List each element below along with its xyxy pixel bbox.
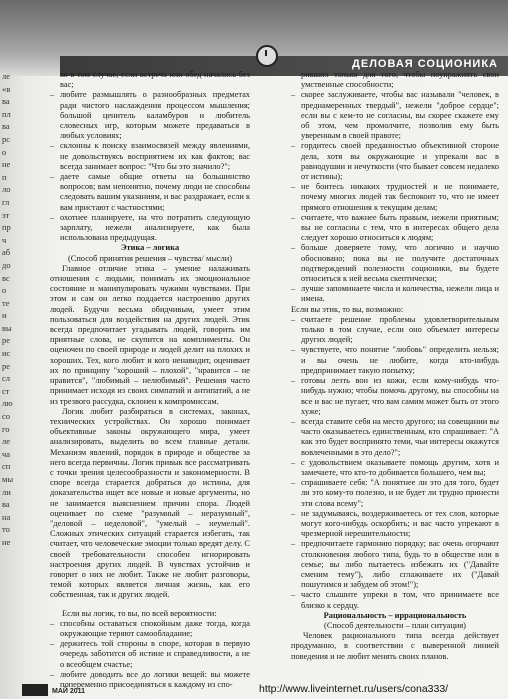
strip-line: ло [2, 184, 11, 195]
strip-line: не [2, 536, 11, 547]
strip-line: о [2, 146, 7, 157]
watermark-url[interactable]: http://www.liveinternet.ru/users/cona333/ [259, 683, 449, 695]
ethic-paragraph: Главное отличие этика – умение налаживать отношения с людьми, понимать их эмоциональное состояние и манипулировать чужими чувствами. При этом и сам он легко поддается настроению других людей. Будучи весьма обидчивым, умеет этим пользоваться для воздействия на других людей. Этик всегда предпочитает угадывать людей, говорить им приятные слова, не скупится на комплименты. Он оценочен по своей природе и людей делит на плохих и хороших. Тех, кого любит и кого ненавидит, оценивает их по принципу "хороший – плохой", "нравится – не нравится", "любимый – нелюбимый". Решения часто принимает исходя из своих симпатий и антипатий, а не из трезвого рассудка, склонен к компромиссам. [50, 263, 250, 406]
strip-line: со [2, 411, 11, 422]
rationality-paragraph: Человек рационального типа всегда действует продуманно, в соответствии с выверенной линией поведения и не любит менять своих планов. [291, 631, 499, 661]
ethics-logic-subheading: (Способ принятия решения – чувства/ мысли) [67, 253, 233, 263]
strip-line: ва [2, 499, 10, 510]
strip-line: лю [2, 398, 13, 409]
list-item: – даете самые общие ответы на большинство вопросов; вам непонятно, почему люди не способны следовать вашим указаниям, и вас раздражает, если к вам пристают с частностями; [50, 172, 250, 213]
left-column [50, 70, 250, 690]
strip-line: ча [2, 448, 11, 459]
strip-line: ле [2, 436, 11, 447]
ethics-logic-heading: Этика – логика [120, 243, 180, 253]
strip-line: сп [2, 461, 11, 472]
strip-line: п [2, 171, 7, 182]
right-column [291, 70, 499, 662]
strip-line: о [2, 285, 7, 296]
strip-line: и [2, 310, 7, 321]
list-item: – больше доверяете тому, что логично и научно обосновано; пока вы не получите достаточных подтверждений полезности соционики, вы будете относиться к ней весьма скептически; [291, 243, 499, 284]
magazine-logo [22, 684, 48, 696]
list-item: – считаете, что важнее быть правым, нежели приятным; вы не согласны с тем, что в интересах общего дела следует хорошо относиться к людям; [291, 213, 499, 244]
strip-line: пл [2, 108, 11, 119]
strip-line: не [2, 159, 11, 170]
strip-line: «в [2, 83, 11, 94]
list-item: – лучше запоминаете числа и количества, нежели лица и имена. [291, 284, 499, 304]
strip-line: ре [2, 335, 11, 346]
list-item: – скорее заслуживаете, чтобы вас называли "человек, в преднамеренных твердый", нежели "доброе сердце"; если вы с кем-то не согласны, вы скорее скажете ему об этом, чем промолчите, позволив ему быть уверенным в своей правоте; [291, 90, 499, 141]
clock-icon [256, 45, 278, 67]
adjacent-page-strip [0, 70, 28, 699]
issue-label: МАЙ 2011 [52, 688, 86, 695]
strip-line: те [2, 297, 10, 308]
list-item: – склонны к поиску взаимосвязей между явлениями, не довольствуясь восприятием их как фактов; вас всегда занимает вопрос: "Что бы это значило?"; [50, 141, 250, 172]
strip-line: ва [2, 96, 10, 107]
section-title: ДЕЛОВАЯ СОЦИОНИКА [352, 58, 498, 70]
list-item: – считаете решение проблемы удовлетворительным только в том случае, если оно объемлет интересы других людей; [291, 315, 499, 346]
ethic-intro: Если вы этик, то вы, возможно: [291, 304, 404, 314]
intro-list [50, 70, 250, 243]
strip-line: вс [2, 272, 10, 283]
strip-line: на [2, 511, 11, 522]
list-item: – охотнее планируете, на что потратить следующую зарплату, нежели анализируете, как была использована предыдущая. [50, 213, 250, 244]
list-item: – любите размышлять о разнообразных предметах ради чистого наслаждения процессом мышления; большой ценитель каламбуров и любитель словесных игр, которым можете предаваться в любых условиях; [50, 90, 250, 141]
list-item: – не задумываясь, воздерживаетесь от тех слов, которые могут кого-нибудь оскорбить; и вас часто упрекают в чрезмерной нерешительности; [291, 509, 499, 540]
list-item: – часто слышите упреки в том, что принимаете все близко к сердцу. [291, 590, 499, 610]
strip-line: ле [2, 71, 11, 81]
list-item: – с удовольствием оказываете помощь другим, хотя и замечаете, что кто-то добивается большего, чем вы; [291, 458, 499, 478]
logic-intro: Если вы логик, то вы, по всей вероятности: [62, 608, 217, 618]
list-item: ко в том случае, если встреча или обед начались без вас; [60, 70, 250, 90]
logic-traits-list [291, 70, 499, 305]
strip-line: сл [2, 373, 11, 384]
logic-paragraph: Логик любит разбираться в системах, законах, технических устройствах. Он хорошо понимает объективные законы окружающего мира, умеет анализировать, выделить во всем главные детали. Механизм явлений, порядок в природе и обществе за него всегда первичны. Логик привык все рассматривать с точки зрения целесообразности и закономерности. В споре всегда старается добраться до истины, для доказательства ищет все новые и новые аргументы, но не занимается выяснением причин спора. Людей оценивает по схеме "разумный – неразумный", "деловой – неделовой", "умелый – неумелый". Сложных этических ситуаций старается избегать, так считает, что человеческие эмоции только вредят делу. С своей требовательности способен игнорировать настроения других людей. В чувствах устойчив и говорит о них не любит. Также не любит разговоры, темой которых является личная жизнь, как его собственная, так и других людей. [50, 406, 250, 600]
strip-line: до [2, 259, 11, 270]
strip-line: то [2, 524, 10, 535]
strip-line: ст [2, 385, 10, 396]
strip-line: ис [2, 348, 11, 359]
strip-line: эт [2, 209, 10, 220]
strip-line: вы [2, 322, 12, 333]
logic-list [50, 619, 250, 690]
list-item: ривших только для того, чтобы поупражнять свои умственные способности; [301, 70, 499, 90]
list-item: – готовы лезть вон из кожи, если кому-нибудь что-нибудь нужно; чтобы помочь другому, вы способны на все и вас не пугает, что вам самим может быть от этого хуже; [291, 376, 499, 417]
strip-line: ли [2, 486, 11, 497]
strip-line: рс [2, 133, 11, 144]
list-item: – чувствуете, что понятие "любовь" определить нельзя; и вы очень не любите, когда кто-нибудь предпринимает такую попытку; [291, 345, 499, 376]
list-item: – любите доводить все до логики вещей: вы можете попеременно присоединяться к каждому из спо- [50, 670, 250, 690]
rationality-subheading: (Способ деятельности – план ситуация) [324, 620, 466, 630]
strip-line: ре [2, 360, 11, 371]
strip-line: го [2, 423, 10, 434]
list-item: – спрашиваете себя: "А понятнее ли это для того, будет ли это кому-то полезно, и не будет ли трудно принести эти слова всему"; [291, 478, 499, 509]
ethic-traits-list [291, 315, 499, 611]
strip-line: мы [2, 474, 14, 484]
strip-line: ва [2, 121, 10, 132]
strip-line: пр [2, 222, 11, 233]
list-item: – держитесь той стороны в споре, которая в первую очередь заботится об истине и справедливости, а не о всеобщем счастье; [50, 639, 250, 670]
list-item: – всегда ставите себя на место другого; на совещании вы часто оказываетесь единственным, кто спрашивает: "А как это будет воспринято теми, чьи интересы окажутся вовлеченными в это дело?"; [291, 417, 499, 458]
strip-line: аб [2, 247, 11, 258]
list-item: – гордитесь своей преданностью объективной стороне дела, хотя вы окружающие и упрекали вас в равнодушии и нечуткости (что бывает совсем недалеко от истины); [291, 141, 499, 182]
list-item: – не боитесь никаких трудностей и не понимаете, почему многих людей так беспокоит то, что не имеет прямого отношения к текущим делам; [291, 182, 499, 213]
rationality-heading: Рациональность – иррациональность [323, 610, 467, 620]
strip-line: гл [2, 196, 10, 207]
list-item: – способны оставаться спокойным даже тогда, когда окружающие теряют самообладание; [50, 619, 250, 639]
list-item: – предпочитаете гармонию порядку; вас очень огорчают столкновения любого типа, будь то в обществе или в семье; вы либо пытаетесь избежать их ("Давайте сменим тему"), либо сглаживаете их ("Давай пошутимся и забудем об этом!"); [291, 539, 499, 590]
strip-line: ч [2, 234, 7, 245]
